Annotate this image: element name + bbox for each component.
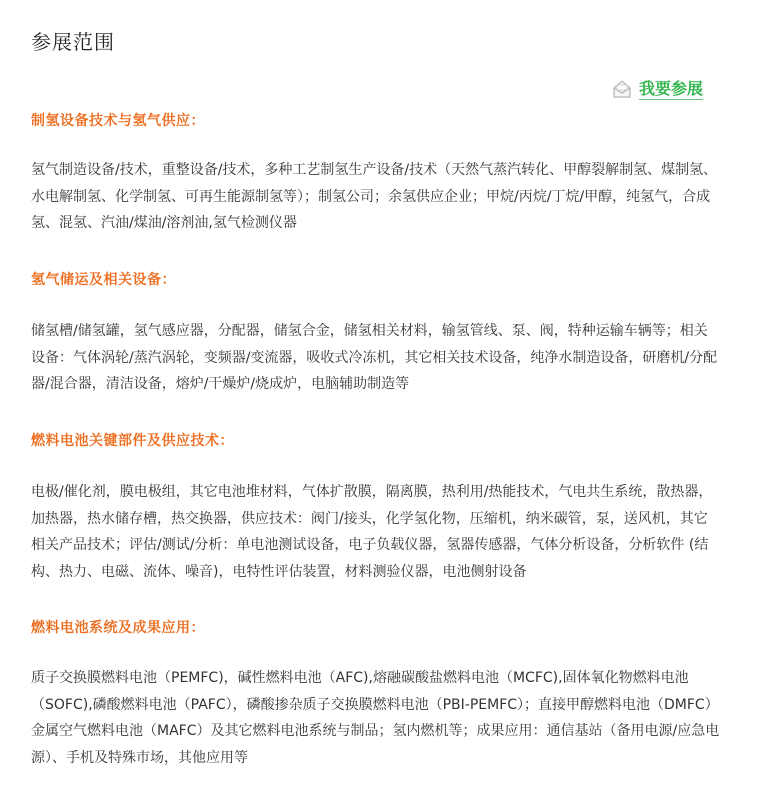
section-body-hydrogen-production: 氢气制造设备/技术，重整设备/技术，多种工艺制氢生产设备/技术（天然气蒸汽转化、甲醇裂解制氢、煤制氢、水电解制氢、化学制氢、可再生能源制氢等）；制氢公司；余氢供应企业；甲烷/丙烷/丁烷/甲醇，纯氢气，合成氢、混氢、汽油/煤油/溶剂油,氢气检测仪器 <box>31 162 718 232</box>
section-heading-fuel-cell-components: 燃料电池关键部件及供应技术： <box>31 433 234 449</box>
exhibit-apply-label: 我要参展 <box>639 78 704 98</box>
section-heading-hydrogen-production: 制氢设备技术与氢气供应： <box>31 113 205 129</box>
section-heading-hydrogen-storage: 氢气储运及相关设备： <box>31 272 176 288</box>
section-body-fuel-cell-components: 电极/催化剂，膜电极组，其它电池堆材料，气体扩散膜，隔离膜，热利用/热能技术，气电共生系统，散热器，加热器，热水储存槽，热交换器，供应技术：阀门/接头，化学氢化物，压缩机，纳米碳管，泵，送风机，其它相关产品技术；评估/测试/分析：单电池测试设备，电子负载仪器，氢器传感器，气体分析设备，分析软件 (结构、热力、电磁、流体、噪音)，电特性评估装置，材料测验仪器，电池侧射设备 <box>31 484 713 580</box>
section-body-hydrogen-storage: 储氢槽/储氢罐，氢气感应器，分配器，储氢合金，储氢相关材料，输氢管线、泵、阀，特种运输车辆等；相关设备：气体涡轮/蒸汽涡轮，变频器/变流器，吸收式冷冻机，其它相关技术设备，纯净水制造设备，研磨机/分配器/混合器，清洁设备，熔炉/干燥炉/烧成炉，电脑辅助制造等 <box>31 323 718 393</box>
page-title: 参展范围 <box>31 30 115 54</box>
exhibit-apply-link[interactable] <box>611 78 703 100</box>
section-heading-fuel-cell-systems: 燃料电池系统及成果应用： <box>31 620 205 636</box>
mail-icon <box>611 78 633 100</box>
section-body-fuel-cell-systems: 质子交换膜燃料电池（PEMFC)，碱性燃料电池（AFC),熔融碳酸盐燃料电池（MCFC),固体氧化物燃料电池（SOFC),磷酸燃料电池（PAFC），磷酸掺杂质子交换膜燃料电池（PBI-PEMFC）；直接甲醇燃料电池（DMFC）金属空气燃料电池（MAFC）及其它燃料电池系统与制品；氢内燃机等；成果应用：通信基站（备用电源/应急电源）、手机及特殊市场，其他应用等 <box>31 670 720 766</box>
